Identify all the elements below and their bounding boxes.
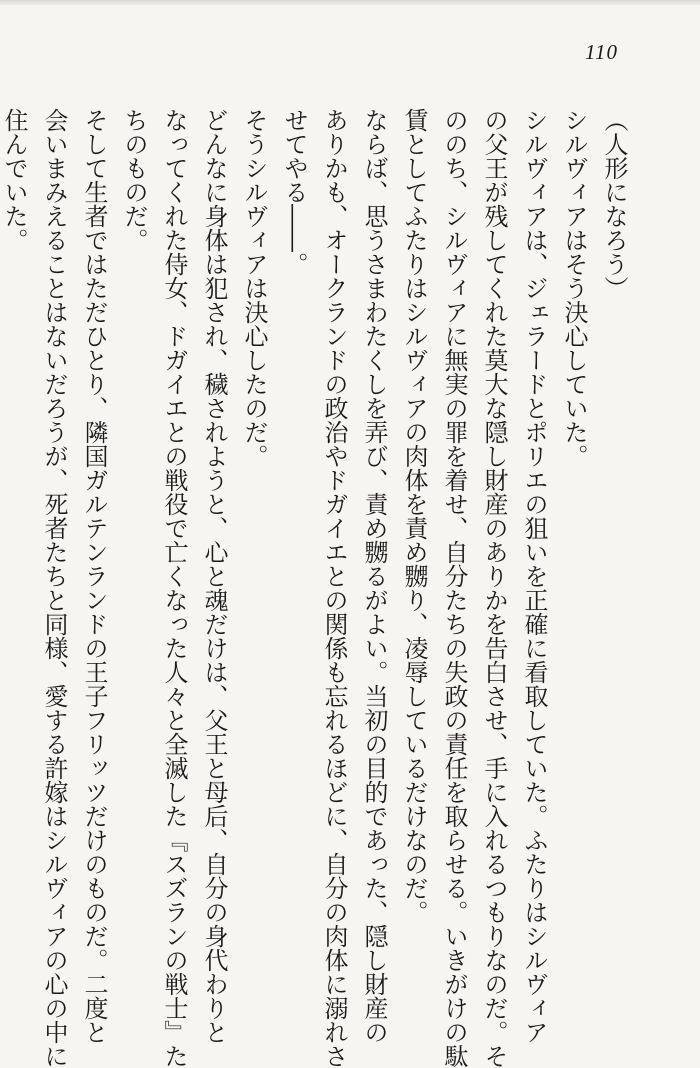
vertical-text-body	[0, 108, 634, 1068]
text-line: ちのものだ。	[120, 108, 148, 252]
page-number: 110	[585, 40, 618, 64]
text-line: そして生者ではただひとり、隣国ガルテンランドの王子フリッツだけのものだ。二度と	[80, 108, 108, 1044]
text-line: せてやる――。	[280, 108, 308, 276]
text-line: そうシルヴィアは決心したのだ。	[240, 108, 268, 468]
text-line: シルヴィアはそう決心していた。	[560, 108, 588, 468]
text-line: ののち、シルヴィアに無実の罪を着せ、自分たちの失政の責任を取らせる。いきがけの駄	[440, 108, 468, 1068]
text-line: どんなに身体は犯され、穢されようと、心と魂だけは、父王と母后、自分の身代わりと	[200, 108, 228, 1044]
text-line: ありかも、オークランドの政治やドガイエとの関係も忘れるほどに、自分の肉体に溺れさ	[320, 108, 348, 1068]
text-line: （人形になろう）	[600, 108, 628, 300]
text-line: ならば、思うさまわたくしを弄び、責め嬲るがよい。当初の目的であった、隠し財産の	[360, 108, 388, 1044]
text-line: 賃としてふたりはシルヴィアの肉体を責め嬲り、凌辱しているだけなのだ。	[400, 108, 428, 924]
text-line: 住んでいた。	[0, 108, 28, 252]
text-line: 会いまみえることはないだろうが、死者たちと同様、愛する許嫁はシルヴィアの心の中に	[40, 108, 68, 1068]
text-line: なってくれた侍女、ドガイエとの戦役で亡くなった人々と全滅した『スズランの戦士』た	[160, 108, 188, 1068]
text-line: シルヴィアは、ジェラードとポリエの狙いを正確に看取していた。ふたりはシルヴィア	[520, 108, 548, 1044]
text-line: の父王が残してくれた莫大な隠し財産のありかを告白させ、手に入れるつもりなのだ。そ	[480, 108, 508, 1068]
page-edge	[0, 0, 700, 6]
